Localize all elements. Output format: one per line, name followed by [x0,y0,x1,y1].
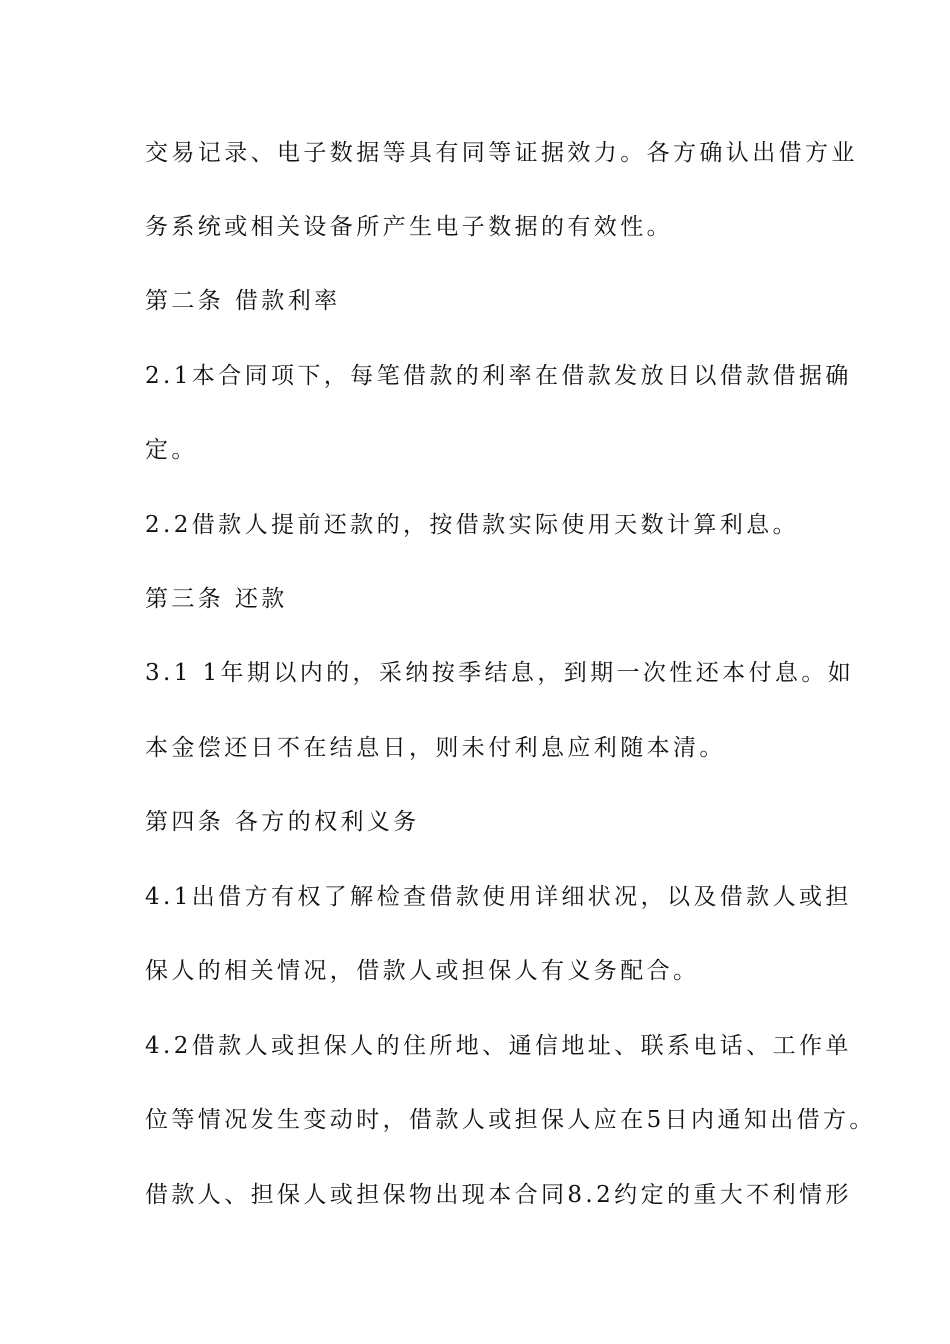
paragraph-line-4-1-cont: 保人的相关情况，借款人或担保人有义务配合。 [145,958,700,984]
paragraph-line-3-1: 3.1 1年期以内的，采纳按季结息，到期一次性还本付息。如 [145,660,855,686]
paragraph-line-1: 交易记录、电子数据等具有同等证据效力。各方确认出借方业 [145,140,858,166]
paragraph-line-2: 务系统或相关设备所产生电子数据的有效性。 [145,214,673,240]
paragraph-line-2-1: 2.1本合同项下，每笔借款的利率在借款发放日以借款借据确 [145,363,852,389]
paragraph-line-4-1: 4.1出借方有权了解检查借款使用详细状况，以及借款人或担 [145,884,852,910]
paragraph-line-2-1-cont: 定。 [145,437,198,463]
section-heading-article-3: 第三条 还款 [145,586,288,612]
paragraph-line-3-1-cont: 本金偿还日不在结息日，则未付利息应利随本清。 [145,735,726,761]
paragraph-line-4-2: 4.2借款人或担保人的住所地、通信地址、联系电话、工作单 [145,1033,852,1059]
paragraph-line-4-2-cont-2: 借款人、担保人或担保物出现本合同8.2约定的重大不利情形 [145,1182,852,1208]
section-heading-article-2: 第二条 借款利率 [145,288,341,314]
paragraph-line-2-2: 2.2借款人提前还款的，按借款实际使用天数计算利息。 [145,512,799,538]
paragraph-line-4-2-cont: 位等情况发生变动时，借款人或担保人应在5日内通知出借方。 [145,1107,876,1133]
section-heading-article-4: 第四条 各方的权利义务 [145,809,420,835]
